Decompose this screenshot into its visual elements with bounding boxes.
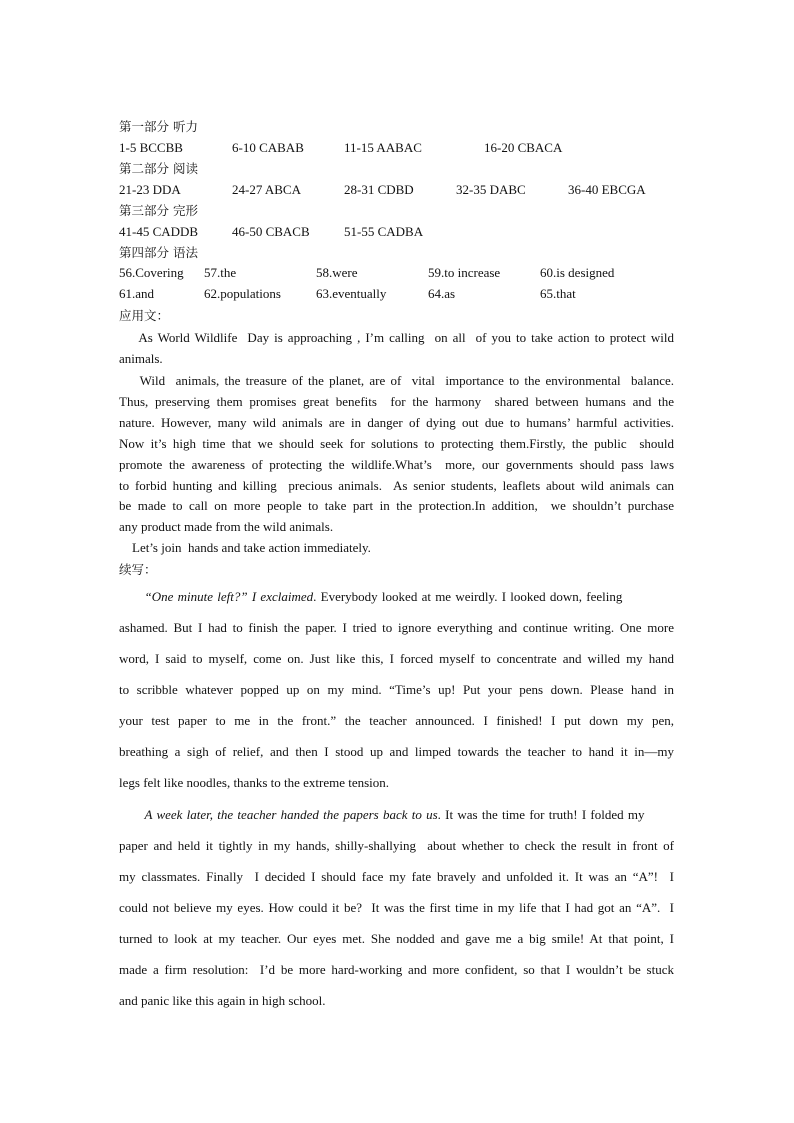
- text-line: any product made from the wild animals.: [119, 519, 334, 534]
- text-line: [119, 807, 674, 823]
- text-line: legs felt like noodles, thanks to the extreme tension.: [119, 775, 390, 790]
- answer: 32-35 DABC: [456, 182, 526, 197]
- answer: 41-45 CADDB: [119, 224, 199, 239]
- text-line: [119, 589, 674, 605]
- text-line: promote the awareness of protecting the wildlife.What’s more, our governments should pass laws: [119, 457, 674, 472]
- answer: 58.were: [316, 265, 358, 280]
- answer: 11-15 AABAC: [344, 140, 422, 155]
- section-title: 第三部分 完形: [119, 203, 198, 218]
- text-line: to scribble whatever popped up on my mind. “Time’s up! Put your pens down. Please hand in: [119, 682, 674, 697]
- text-line: be made to call on more people to take part in the protection.In addition, we shouldn’t purchase: [119, 498, 674, 513]
- answer: 56.Covering: [119, 265, 184, 280]
- text-line: to forbid hunting and killing precious animals. As senior students, leaflets about wild animals can: [119, 478, 674, 493]
- answer: 21-23 DDA: [119, 182, 181, 197]
- text-line: Now it’s high time that we should seek for solutions to protecting them.Firstly, the public should: [119, 436, 674, 451]
- text-line: my classmates. Finally I decided I should face my fate bravely and unfolded it. It was an “A”! I: [119, 869, 674, 884]
- italic-lead: A week later, the teacher handed the papers back to us: [144, 807, 438, 822]
- answer: 46-50 CBACB: [232, 224, 310, 239]
- text-line: and panic like this again in high school.: [119, 993, 326, 1008]
- answer: 24-27 ABCA: [232, 182, 301, 197]
- text-line: Let’s join hands and take action immediately.: [119, 540, 371, 555]
- answer: 62.populations: [204, 286, 281, 301]
- answer: 61.and: [119, 286, 155, 301]
- italic-lead: “One minute left?” I exclaimed: [144, 589, 314, 604]
- answer: 16-20 CBACA: [484, 140, 563, 155]
- text-line: made a firm resolution: I’d be more hard-working and more confident, so that I wouldn’t be stuck: [119, 962, 674, 977]
- answer: 6-10 CABAB: [232, 140, 304, 155]
- text-line: could not believe my eyes. How could it be? It was the first time in my life that I had got an “A”. I: [119, 900, 674, 915]
- text-line: paper and held it tightly in my hands, shilly-shallying about whether to check the result in front of: [119, 838, 674, 853]
- continuation-title: 续写：: [119, 562, 157, 577]
- answer: 64.as: [428, 286, 456, 301]
- text-span: . It was the time for truth! I folded my: [437, 807, 645, 822]
- answer: 51-55 CADBA: [344, 224, 424, 239]
- text-line: Wild animals, the treasure of the planet, are of vital importance to the environmental balance.: [119, 373, 674, 388]
- answer: 57.the: [204, 265, 237, 280]
- text-line: your test paper to me in the front.” the teacher announced. I finished! I put down my pen,: [119, 713, 674, 728]
- answer: 59.to increase: [428, 265, 501, 280]
- answer: 1-5 BCCBB: [119, 140, 183, 155]
- text-line: ashamed. But I had to finish the paper. I tried to ignore everything and continue writing. One more: [119, 620, 674, 635]
- essay-title: 应用文：: [119, 308, 170, 323]
- text-line: turned to look at my teacher. Our eyes met. She nodded and gave me a big smile! At that point, I: [119, 931, 674, 946]
- answer: 28-31 CDBD: [344, 182, 414, 197]
- text-line: animals.: [119, 351, 163, 366]
- answer: 36-40 EBCGA: [568, 182, 646, 197]
- answer: 65.that: [540, 286, 576, 301]
- text-line: Thus, preserving them promises great benefits for the harmony shared between humans and the: [119, 394, 674, 409]
- text-line: breathing a sigh of relief, and then I stood up and limped towards the teacher to hand it in—my: [119, 744, 674, 759]
- answer: 63.eventually: [316, 286, 387, 301]
- section-title: 第四部分 语法: [119, 245, 198, 260]
- section-title: 第二部分 阅读: [119, 161, 198, 176]
- text-line: word, I said to myself, come on. Just like this, I forced myself to concentrate and willed my hand: [119, 651, 674, 666]
- answer: 60.is designed: [540, 265, 615, 280]
- text-span: . Everybody looked at me weirdly. I looked down, feeling: [313, 589, 623, 604]
- text-line: nature. However, many wild animals are in danger of dying out due to humans’ harmful activities.: [119, 415, 674, 430]
- section-title: 第一部分 听力: [119, 119, 198, 134]
- text-line: As World Wildlife Day is approaching , I’m calling on all of you to take action to protect wild: [119, 330, 674, 345]
